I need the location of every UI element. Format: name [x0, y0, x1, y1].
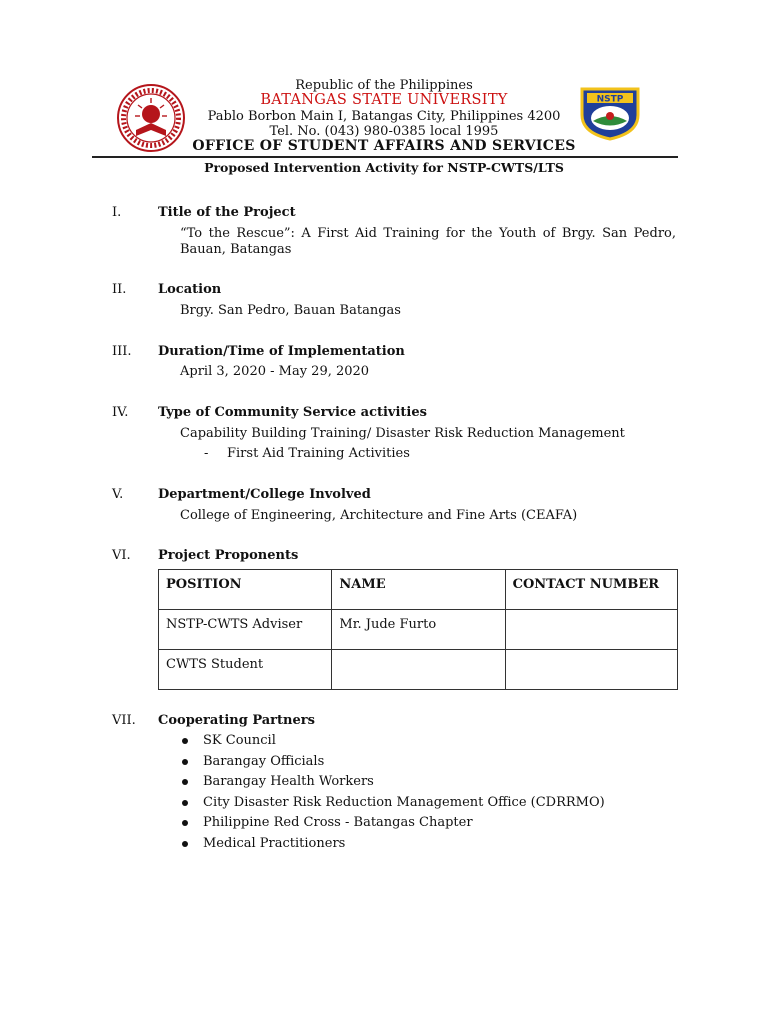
section-heading: Type of Community Service activities: [158, 405, 427, 420]
university-address: Pablo Borbon Main I, Batangas City, Philippines 4200: [207, 109, 561, 124]
column-header-contact: CONTACT NUMBER: [505, 570, 677, 610]
list-item-text: Philippine Red Cross - Batangas Chapter: [203, 815, 473, 831]
bullet-icon: [182, 759, 188, 765]
column-header-name: NAME: [332, 570, 505, 610]
location-text: Brgy. San Pedro, Bauan Batangas: [180, 303, 401, 318]
section-number: III.: [112, 344, 132, 359]
bullet-icon: [182, 738, 188, 744]
proposal-title: Proposed Intervention Activity for NSTP-CWTS/LTS: [204, 160, 564, 175]
table-cell: [505, 650, 677, 690]
section-heading: Location: [158, 282, 222, 297]
office-name: OFFICE OF STUDENT AFFAIRS AND SERVICES: [192, 138, 576, 154]
sub-item-text: First Aid Training Activities: [227, 446, 410, 461]
table-cell: NSTP-CWTS Adviser: [159, 610, 332, 650]
bullet-icon: [182, 800, 188, 806]
section-number: II.: [112, 282, 127, 297]
section-heading: Duration/Time of Implementation: [158, 344, 405, 359]
section-number: VI.: [112, 548, 131, 563]
bullet-icon: [182, 820, 188, 826]
telephone-number: Tel. No. (043) 980-0385 local 1995: [269, 124, 499, 139]
bullet-icon: [182, 841, 188, 847]
table-cell: CWTS Student: [159, 650, 332, 690]
section-heading: Title of the Project: [158, 205, 296, 220]
table-row: [159, 610, 678, 650]
bullet-icon: [182, 779, 188, 785]
section-heading: Project Proponents: [158, 548, 299, 563]
service-type-text: Capability Building Training/ Disaster Risk Reduction Management: [180, 426, 625, 441]
section-heading: Cooperating Partners: [158, 713, 315, 728]
section-heading: Department/College Involved: [158, 487, 371, 502]
column-header-position: POSITION: [159, 570, 332, 610]
list-item-text: Medical Practitioners: [203, 835, 346, 851]
table-cell: Mr. Jude Furto: [332, 610, 505, 650]
university-name: BATANGAS STATE UNIVERSITY: [260, 92, 508, 108]
list-item-text: Barangay Officials: [203, 753, 325, 769]
table-row: [159, 650, 678, 690]
section-number: I.: [112, 205, 122, 220]
section-number: VII.: [112, 713, 136, 728]
project-title-text: “To the Rescue”: A First Aid Training for the Youth of Brgy. San Pedro, Bauan, Batangas: [180, 226, 676, 257]
table-cell: [505, 610, 677, 650]
document-header: [0, 0, 768, 180]
list-item-text: Barangay Health Workers: [203, 774, 374, 790]
section-number: IV.: [112, 405, 129, 420]
nstp-logo-icon: [578, 85, 642, 141]
header-divider: [92, 156, 678, 158]
proponents-table: [158, 569, 678, 690]
department-text: College of Engineering, Architecture and Fine Arts (CEAFA): [180, 508, 578, 523]
table-cell: [332, 650, 505, 690]
nstp-logo-text: NSTP: [596, 94, 624, 105]
table-header-row: [159, 570, 678, 610]
dash-marker: -: [204, 446, 209, 461]
republic-line: Republic of the Philippines: [295, 78, 473, 93]
list-item-text: City Disaster Risk Reduction Management Office (CDRRMO): [203, 794, 605, 810]
section-number: V.: [112, 487, 124, 502]
duration-text: April 3, 2020 - May 29, 2020: [180, 364, 370, 379]
list-item-text: SK Council: [203, 733, 276, 748]
